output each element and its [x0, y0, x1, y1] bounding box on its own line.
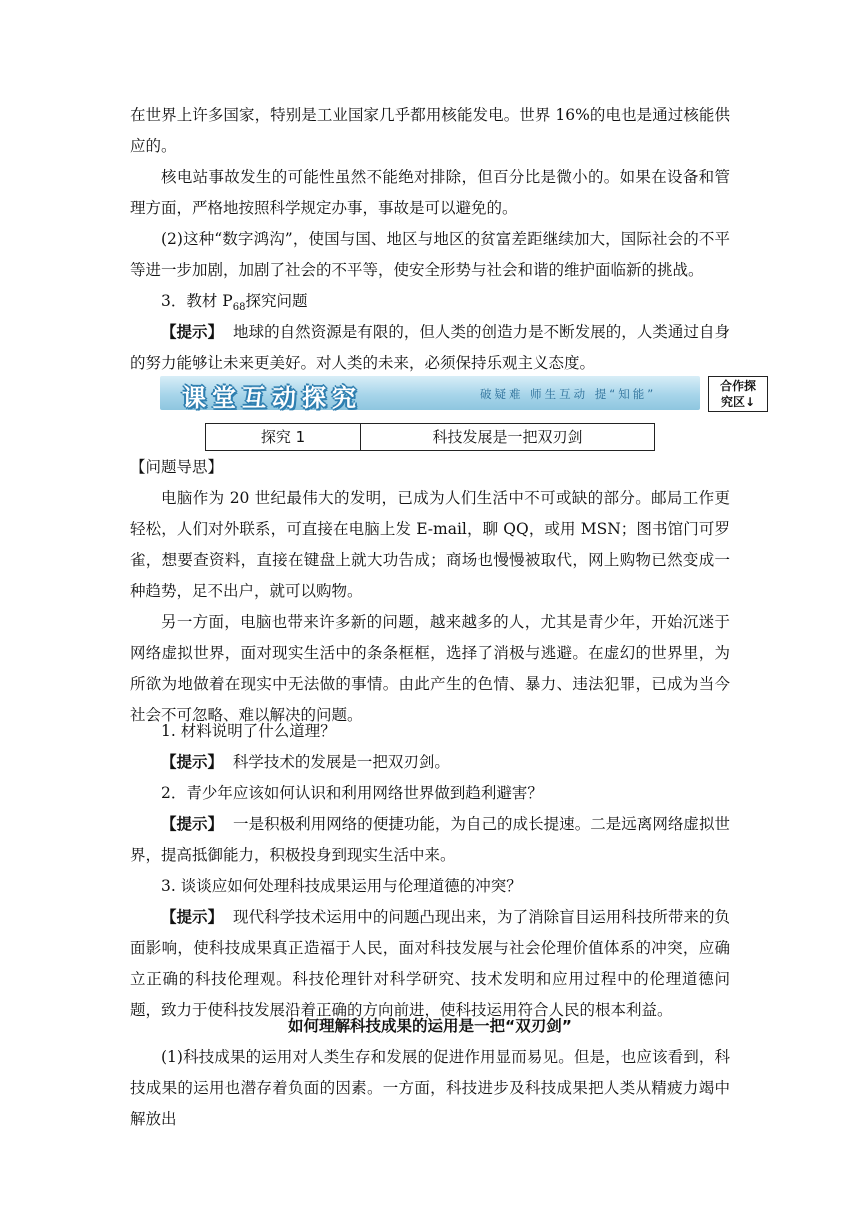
hint-label: 【提示】 — [161, 908, 224, 926]
section-banner — [160, 376, 770, 412]
answer-3 — [130, 902, 730, 1026]
question-2: 2．青少年应该如何认识和利用网络世界做到趋利避害？ — [161, 784, 543, 802]
answer-2-text: 一是积极利用网络的便捷功能，为自己的成长提速。二是远离网络虚拟世界，提高抵御能力，积极投身到现实生活中来。 — [130, 815, 730, 864]
topic-title-cell: 科技发展是一把双刃剑 — [432, 428, 583, 446]
answer-3-text: 现代科学技术运用中的问题凸现出来，为了消除盲目运用科技所带来的负面影响，使科技成果真正造福于人民，面对科技发展与社会伦理价值体系的冲突，应确立正确的科技伦理观。科技伦理针对科学研究、技术发明和应用过程中的伦理道德问题，致力于使科技发展沿着正确的方向前进，使科技运用符合人民的根本利益。 — [130, 908, 730, 1019]
hint-paragraph-3 — [130, 317, 730, 379]
banner-badge — [708, 376, 768, 412]
hint-label: 【提示】 — [161, 815, 224, 833]
hint-label: 【提示】 — [161, 323, 224, 341]
question-3: 3. 谈谈应如何处理科技成果运用与伦理道德的冲突？ — [161, 877, 522, 895]
banner-bar — [160, 376, 700, 410]
paragraph-computer-problems: 另一方面，电脑也带来许多新的问题，越来越多的人，尤其是青少年，开始沉迷于网络虚拟世界，面对现实生活中的条条框框，选择了消极与逃避。在虚幻的世界里，为所欲为地做着在现实中无法做的事情。由此产生的色情、暴力、违法犯罪，已成为当今社会不可忽略、难以解决的问题。 — [130, 613, 730, 724]
banner-subtitle: 破疑难 师生互动 提“知能” — [480, 387, 657, 401]
paragraph-nuclear-power: 在世界上许多国家，特别是工业国家几乎都用核能发电。世界 16%的电也是通过核能供应的。 — [130, 106, 730, 155]
paragraph-computer-benefits: 电脑作为 20 世纪最伟大的发明，已成为人们生活中不可或缺的部分。邮局工作更轻松，人们对外联系，可直接在电脑上发 E-mail，聊 QQ，或用 MSN；图书馆门可罗雀，想要查资料，直接在键盘上就大功告成；商场也慢慢被取代，网上购物已然变成一种趋势，足不出户，就可以购物。 — [130, 489, 730, 600]
guide-heading: 【问题导思】 — [130, 458, 224, 476]
paragraph-double-edged-sword: (1)科技成果的运用对人类生存和发展的促进作用显而易见。但是，也应该看到，科技成果的运用也潜存着负面的因素。一方面，科技进步及科技成果把人类从精疲力竭中解放出 — [130, 1048, 730, 1128]
badge-line-2: 究区↓ — [720, 395, 756, 409]
topic-table — [205, 423, 655, 451]
answer-1 — [130, 747, 730, 778]
badge-line-1: 合作探 — [719, 379, 756, 393]
banner-title: 课堂互动探究 — [182, 384, 362, 412]
question-1: 1. 材料说明了什么道理？ — [161, 722, 336, 740]
hint-label: 【提示】 — [161, 753, 224, 771]
hint-text: 地球的自然资源是有限的，但人类的创造力是不断发展的，人类通过自身的努力能够让未来更美好。对人类的未来，必须保持乐观主义态度。 — [130, 323, 730, 372]
item-prefix: 3．教材 P — [161, 292, 233, 310]
item-suffix: 探究问题 — [245, 292, 308, 310]
paragraph-digital-divide: (2)这种“数字鸿沟”，使国与国、地区与地区的贫富差距继续加大，国际社会的不平等进一步加剧，加剧了社会的不平等，使安全形势与社会和谐的维护面临新的挑战。 — [130, 230, 730, 279]
paragraph-nuclear-safety: 核电站事故发生的可能性虽然不能绝对排除，但百分比是微小的。如果在设备和管理方面，严格地按照科学规定办事，事故是可以避免的。 — [130, 168, 730, 217]
topic-number-cell: 探究 1 — [206, 424, 361, 450]
answer-2 — [130, 809, 730, 871]
subheading-double-edged-sword: 如何理解科技成果的运用是一把“双刃剑” — [288, 1017, 572, 1035]
page-number-subscript: 68 — [232, 302, 246, 314]
answer-1-text: 科学技术的发展是一把双刃剑。 — [232, 753, 450, 771]
